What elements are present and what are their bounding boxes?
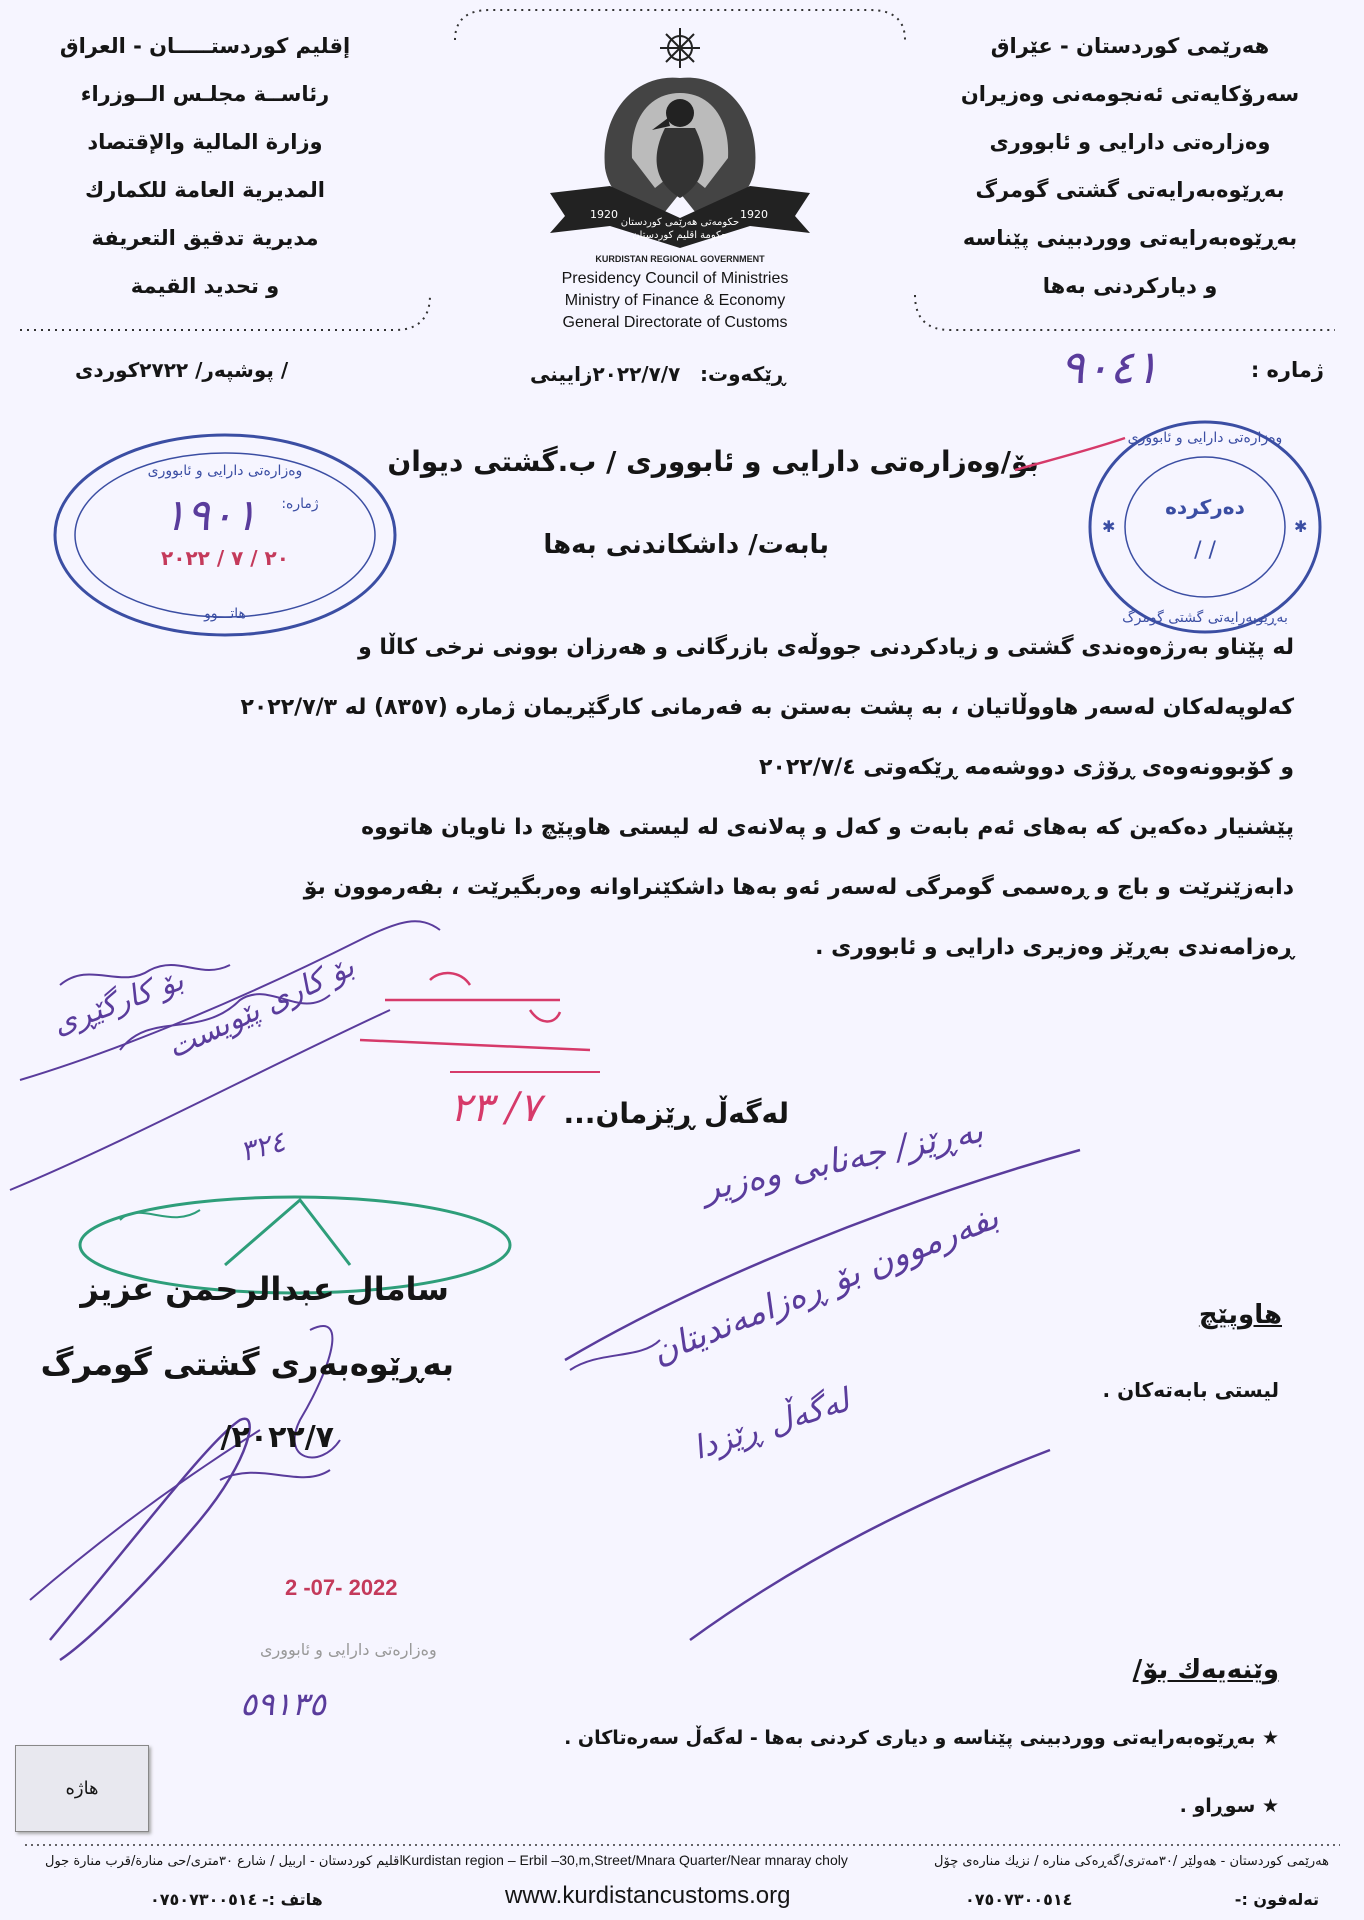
emblem-banner-right: 1920	[740, 208, 768, 221]
handwritten-left-note: بۆ کارگێڕی	[48, 962, 189, 1043]
letter-recipient: بۆ/وەزارەتی دارایی و ئابووری / ب.گشتی دیوان	[387, 445, 1039, 478]
received-date-stamp: 2 -07- 2022	[285, 1575, 398, 1600]
emblem-arc-line2: حكومة اقليم كوردستان	[632, 230, 728, 241]
paragraph-line: ڕەزامەندی بەڕێز وەزیری دارایی و ئابووری .	[815, 935, 1294, 960]
copy-to-item: ★ بەڕێوەبەرایەتی ووردبینی پێناسە و دیاری کردنی بەها - لەگەڵ سەرەتاکان .	[564, 1727, 1279, 1749]
english-header-line: Ministry of Finance & Economy	[564, 292, 786, 309]
footer-arabic-address: اقليم كوردستان - اربيل / شارع ٣٠مترى/حى منارة/قرب منارة جول	[45, 1854, 403, 1869]
paragraph-line: دابەزێنرێت و باج و ڕەسمی گومرگی لەسەر ئەو بەها داشکێنراوانە وەربگیرێت ، بفەرموون بۆ	[303, 875, 1294, 900]
kurdish-header-line: بەڕێوەبەرایەتی ووردبینی پێناسە	[962, 226, 1298, 250]
right-stamp-ring-bottom: بەڕێوبەرایەتی گشتی گومرگ	[1122, 610, 1288, 626]
received-stamp-text: وەزارەتی دارایی و ئابووری	[260, 1640, 437, 1659]
reference-date-value: ٢٠٢٢/٧/٧زایینی	[530, 362, 681, 386]
paragraph-line: و کۆبوونەوەی ڕۆژی دووشەمە ڕێکەوتی ٢٠٢٢/٧/٤	[759, 755, 1294, 780]
left-stamp-top-text: وەزارەتی دارایی و ئابووری	[147, 463, 303, 479]
handwritten-left-note: بۆ کاری پێویست	[162, 948, 360, 1067]
english-header-line: Presidency Council of Ministries	[561, 270, 789, 287]
emblem-banner-left: 1920	[590, 208, 618, 221]
english-header-line: General Directorate of Customs	[562, 314, 788, 331]
reference-bushper: / پوشپەر/ ٢٧٢٢كوردی	[75, 358, 289, 382]
english-header	[525, 268, 825, 334]
handwritten-red-note: ٧/ ٢٣	[450, 1085, 541, 1131]
footer-kurdish-address: هەرێمی کوردستان - هەولێر /٣٠مەتری/گەڕەکی منارە / نزیك منارەی چۆل	[934, 1854, 1329, 1869]
copy-to-item: ★ سوڕاو .	[1179, 1795, 1279, 1817]
arabic-header-line: مديرية تدقيق التعريفة	[91, 226, 319, 250]
handwritten-left-note: ٣٢٤	[236, 1124, 289, 1169]
letter-subject: بابەت/ داشكاندنی بەها	[543, 530, 829, 560]
filing-tab-label: هاژە	[65, 1778, 99, 1799]
stamp-star-icon: ✱	[1102, 517, 1116, 536]
emblem-arc-line1: حكومەتی هەرێمی كوردستان	[620, 217, 740, 228]
reference-number-label: ژمارە :	[1250, 358, 1324, 382]
reference-number-handwritten: ٩٠٤١	[1060, 340, 1159, 394]
kurdish-header-line: هەرێمی کوردستان - عێراق	[990, 34, 1270, 58]
handwritten-note-line: بەڕێز/ جەنابی وەزیر	[698, 1110, 987, 1210]
footer-phone-value-ar: ٠٧٥٠٧٣٠٠٥١٤	[150, 1890, 258, 1909]
footer-phone-label-ar: هاتف :-	[262, 1890, 323, 1909]
right-stamp-ring-text: وەزارەتی دارایی و ئابووری	[1127, 430, 1283, 446]
attachment-heading: هاوپێچ	[1198, 1300, 1282, 1330]
left-stamp-number: ١٩٠١	[162, 490, 258, 541]
kurdish-header-line: وەزارەتی دارایی و ئابووری	[989, 130, 1271, 154]
left-stamp-bottom-text: هاتـــوو	[204, 606, 246, 622]
left-stamp-date: ٢٠ / ٧ / ٢٠٢٢	[161, 546, 289, 570]
arabic-header-line: إقليم كوردستـــــان - العراق	[59, 34, 351, 58]
signer-name: سامال عبدالرحمن عزيز	[80, 1270, 449, 1308]
footer-english-address: Kurdistan region – Erbil –30,m,Street/Mnara Quarter/Near mnaray choly	[402, 1852, 848, 1868]
copy-to-heading: وێنەیەك بۆ/	[1132, 1655, 1279, 1685]
emblem-arc-line3: KURDISTAN REGIONAL GOVERNMENT	[595, 254, 765, 264]
filing-tab	[15, 1745, 149, 1832]
handwritten-note-line: لەگەڵ ڕێزدا	[688, 1380, 854, 1468]
paragraph-line: لە پێناو بەرژەوەندی گشتی و زیادکردنی جووڵەی بازرگانی و هەرزان بوونی نرخی کاڵا و	[358, 635, 1294, 660]
handwritten-number: ٥٩١٣٥	[240, 1685, 326, 1723]
arabic-header-line: وزارة المالية والإقتصاد	[87, 130, 323, 154]
footer-website-link[interactable]: www.kurdistancustoms.org	[505, 1882, 791, 1909]
left-oval-stamp	[50, 430, 400, 640]
footer-phone-value-ku: ٠٧٥٠٧٣٠٠٥١٤	[965, 1890, 1073, 1909]
kurdish-header-line: بەڕێوەبەرایەتی گشتی گومرگ	[975, 178, 1285, 202]
right-stamp-center-text: دەرکردە	[1165, 495, 1245, 519]
handwritten-note-line: بفەرموون بۆ ڕەزامەندیتان	[645, 1197, 1005, 1373]
kurdistan-eagle-emblem-icon	[540, 18, 820, 268]
kurdish-header-line: سەرۆکایەتی ئەنجومەنی وەزیران	[960, 82, 1300, 106]
left-stamp-label: ژمارە:	[281, 496, 319, 512]
reference-date-label: ڕێکەوت:	[700, 362, 786, 386]
sign-date: ٢٠٢٢/٧/	[220, 1420, 334, 1455]
paragraph-line: پێشنیار دەکەین کە بەهای ئەم بابەت و کەل و پەلانەی لە لیستی هاوپێچ دا ناویان هاتووە	[361, 815, 1294, 840]
footer-divider	[0, 1840, 1364, 1850]
arabic-header-line: و تحديد القيمة	[130, 274, 280, 298]
arabic-header-line: المديرية العامة للكمارك	[84, 178, 325, 202]
kurdish-header-line: و دیارکردنی بەها	[1042, 274, 1218, 298]
stamp-star-icon: ✱	[1294, 517, 1308, 536]
closing-text: لەگەڵ ڕێزمان...	[563, 1097, 789, 1130]
paragraph-line: کەلوپەلەکان لەسەر هاووڵاتیان ، بە پشت بەستن بە فەرمانی کارگێریمان ژمارە (٨٣٥٧) لە ٢٠٢٢/٧/٣	[240, 695, 1294, 720]
footer-phone-label-ku: تەلەفون :-	[1234, 1890, 1319, 1909]
right-stamp-center-slash: / /	[1194, 538, 1216, 563]
red-ink-stroke	[1010, 430, 1130, 480]
signer-title: بەڕێوەبەری گشتی گومرگ	[40, 1345, 454, 1383]
attachment-item: لیستی بابەتەکان .	[1102, 1378, 1279, 1402]
arabic-header-line: رئاســة مجلـس الــوزراء	[80, 82, 330, 106]
